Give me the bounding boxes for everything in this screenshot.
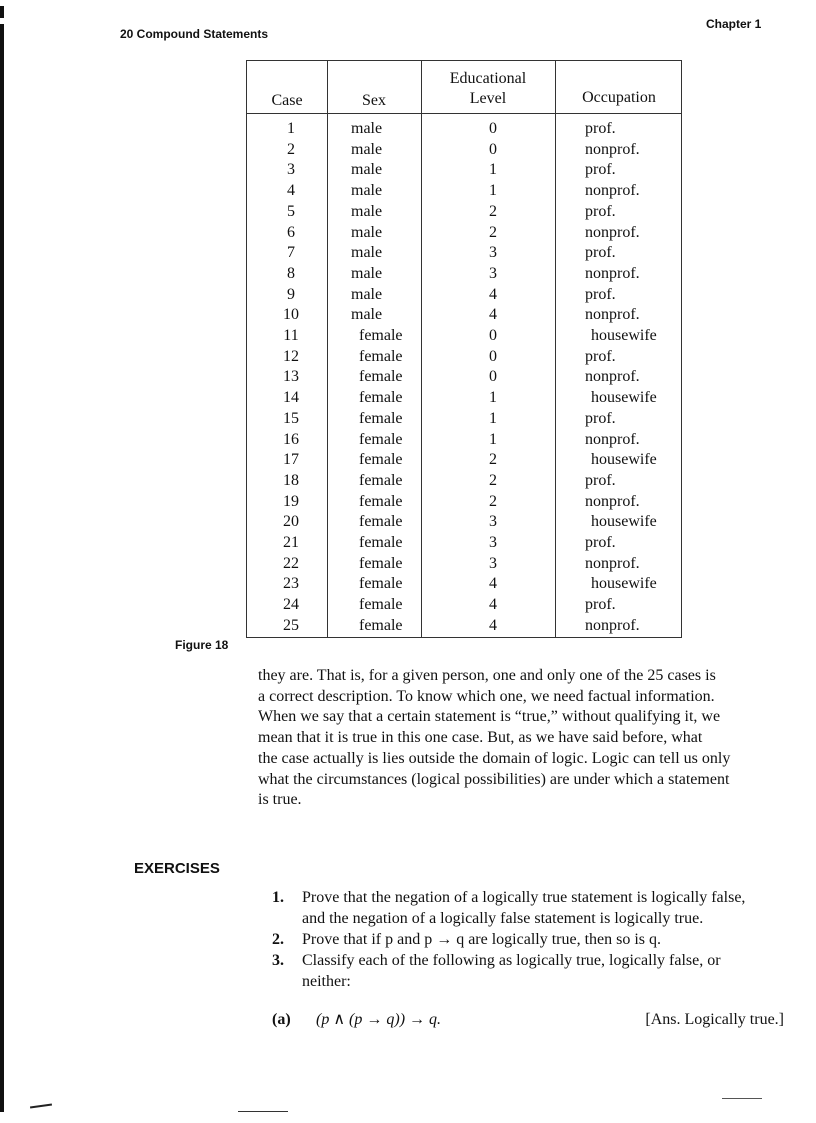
case-cell: 1 [287,120,295,137]
education-cell: 4 [489,575,497,593]
paragraph-line: what the circumstances (logical possibilities) are under which a statement [258,770,730,788]
case-cell: 7 [287,244,295,262]
occupation-cell: nonprof. [585,306,640,324]
occupation-cell: nonprof. [585,368,640,386]
occupation-cell: prof. [585,409,616,427]
education-cell: 1 [489,389,497,407]
occupation-cell: prof. [585,202,616,220]
case-cell: 13 [283,368,299,386]
table-row [247,305,683,326]
subpart-label: (a) [272,1011,291,1028]
paragraph-line: the case actually is lies outside the domain of logic. Logic can tell us only [258,749,731,767]
table-row [247,264,683,285]
scan-mark [30,1103,52,1108]
case-cell: 18 [283,471,299,489]
case-cell: 8 [287,264,295,282]
figure-label: Figure 18 [175,638,229,652]
occupation-cell: nonprof. [585,140,640,158]
header-educational: Educational [449,70,527,87]
header-occupation: Occupation [582,89,656,106]
table-row [247,326,683,347]
sex-cell: female [359,616,403,634]
exercise-number: 1. [272,889,284,906]
sex-cell: female [359,347,403,365]
table-row [247,409,683,430]
table-row [247,285,683,306]
table-row [247,367,683,388]
table-row [247,160,683,181]
occupation-cell: prof. [585,161,616,179]
exercise-text [302,930,787,951]
case-cell: 21 [283,534,299,551]
education-cell: 3 [489,513,497,531]
occupation-cell: nonprof. [585,430,640,448]
paragraph-line: a correct description. To know which one, we need factual information. [258,687,715,705]
exercise-3 [272,951,787,993]
case-cell: 5 [287,202,295,220]
body-paragraph [258,666,783,811]
sex-cell: female [359,554,403,572]
sex-cell: female [359,534,403,551]
table-row [247,388,683,409]
occupation-cell: nonprof. [585,616,640,634]
education-cell: 4 [489,616,497,634]
occupation-cell: nonprof. [585,492,640,510]
table-row [247,450,683,471]
exercises-heading: EXERCISES [134,860,220,877]
education-cell: 0 [489,368,497,386]
header-level: Level [469,90,507,107]
sex-cell: female [359,575,403,593]
table-row [247,533,683,554]
table-row [247,140,683,161]
education-cell: 1 [489,409,497,427]
case-cell: 11 [283,327,299,344]
case-cell: 24 [283,596,299,614]
education-cell: 3 [489,264,497,282]
sex-cell: female [359,430,403,448]
education-cell: 0 [489,120,497,137]
table-row [247,492,683,513]
table-row [247,223,683,244]
paragraph-line: is true. [258,791,302,809]
margin-mark [0,6,4,18]
education-cell: 1 [489,161,497,179]
sex-cell: male [351,285,383,303]
education-cell: 1 [489,182,497,200]
table-row [247,430,683,451]
table-row [247,574,683,595]
education-cell: 2 [489,202,497,220]
case-cell: 20 [283,513,299,531]
sex-cell: male [351,161,383,179]
sex-cell: female [359,409,403,427]
case-cell: 25 [283,616,299,634]
education-cell: 3 [489,534,497,551]
occupation-cell: housewife [591,389,657,407]
sex-cell: male [351,202,383,220]
case-cell: 3 [287,161,295,179]
sex-cell: male [351,182,383,200]
occupation-cell: prof. [585,596,616,614]
occupation-cell: nonprof. [585,554,640,572]
table-row [247,471,683,492]
exercise-3a [272,1010,784,1030]
table-row [247,119,683,140]
header-case: Case [271,92,303,109]
occupation-cell: housewife [591,327,657,344]
occupation-cell: prof. [585,285,616,303]
case-cell: 15 [283,409,299,427]
education-cell: 3 [489,554,497,572]
occupation-cell: nonprof. [585,264,640,282]
occupation-cell: prof. [585,120,616,137]
table-row [247,347,683,368]
chapter-label: Chapter 1 [706,17,762,31]
table-row [247,512,683,533]
occupation-cell: housewife [591,451,657,469]
sex-cell: male [351,120,383,137]
exercise-line: Prove that the negation of a logically true statement is logically false, [302,889,746,906]
paragraph-line: When we say that a certain statement is “true,” without qualifying it, we [258,708,721,726]
figure-18-table [246,60,682,638]
exercise-line: and the negation of a logically false statement is logically true. [302,909,704,927]
logic-formula: (p ∧ (p → q)) → q. [316,1011,442,1028]
table-row [247,616,683,637]
sex-cell: female [359,451,403,469]
running-head: 20 Compound Statements [120,27,269,41]
education-cell: 1 [489,430,497,448]
table-row [247,595,683,616]
sex-cell: female [359,596,403,614]
case-cell: 19 [283,492,299,510]
case-cell: 6 [287,223,295,241]
sex-cell: male [351,264,383,282]
education-cell: 2 [489,451,497,469]
education-cell: 4 [489,306,497,324]
case-cell: 16 [283,430,299,448]
education-cell: 2 [489,471,497,489]
sex-cell: male [351,223,383,241]
page-edge-bar [0,24,4,1112]
case-cell: 10 [283,306,299,324]
answer-text: [Ans. Logically true.] [645,1011,784,1028]
exercise-line: Classify each of the following as logically true, logically false, or [302,952,721,969]
occupation-cell: prof. [585,347,616,365]
occupation-cell: prof. [585,534,616,551]
education-cell: 4 [489,285,497,303]
case-cell: 9 [287,285,295,303]
case-cell: 17 [283,451,299,469]
table-row [247,181,683,202]
sex-cell: female [359,368,403,386]
case-cell: 22 [283,554,299,572]
occupation-cell: nonprof. [585,182,640,200]
exercise-2 [272,930,787,952]
occupation-cell: prof. [585,244,616,262]
scan-mark [238,1111,288,1112]
education-cell: 0 [489,347,497,365]
table-row [247,554,683,575]
sex-cell: female [359,327,403,344]
exercise-text [302,888,787,929]
case-cell: 4 [287,182,295,200]
exercise-number: 2. [272,931,284,948]
occupation-cell: housewife [591,513,657,531]
header-divider [247,113,681,114]
sex-cell: female [359,389,403,407]
header-sex: Sex [362,92,386,109]
exercise-1 [272,888,787,930]
case-cell: 12 [283,347,299,365]
education-cell: 0 [489,327,497,344]
occupation-cell: housewife [591,575,657,593]
sex-cell: female [359,471,403,489]
exercise-line: Prove that if p and p → q are logically true, then so is q. [302,931,662,948]
case-cell: 14 [283,389,299,407]
education-cell: 3 [489,244,497,262]
scan-mark [722,1098,762,1099]
table-row [247,243,683,264]
exercise-number: 3. [272,952,284,969]
sex-cell: male [351,244,383,262]
education-cell: 4 [489,596,497,614]
exercise-line: neither: [302,972,351,990]
sex-cell: male [351,140,383,158]
occupation-cell: nonprof. [585,223,640,241]
paragraph-line: they are. That is, for a given person, one and only one of the 25 cases is [258,667,716,684]
sex-cell: male [351,306,383,324]
table-row [247,202,683,223]
exercise-text [302,951,787,992]
sex-cell: female [359,492,403,510]
education-cell: 0 [489,140,497,158]
sex-cell: female [359,513,403,531]
case-cell: 2 [287,140,295,158]
occupation-cell: prof. [585,471,616,489]
education-cell: 2 [489,223,497,241]
case-cell: 23 [283,575,299,593]
education-cell: 2 [489,492,497,510]
paragraph-line: mean that it is true in this one case. But, as we have said before, what [258,729,703,747]
